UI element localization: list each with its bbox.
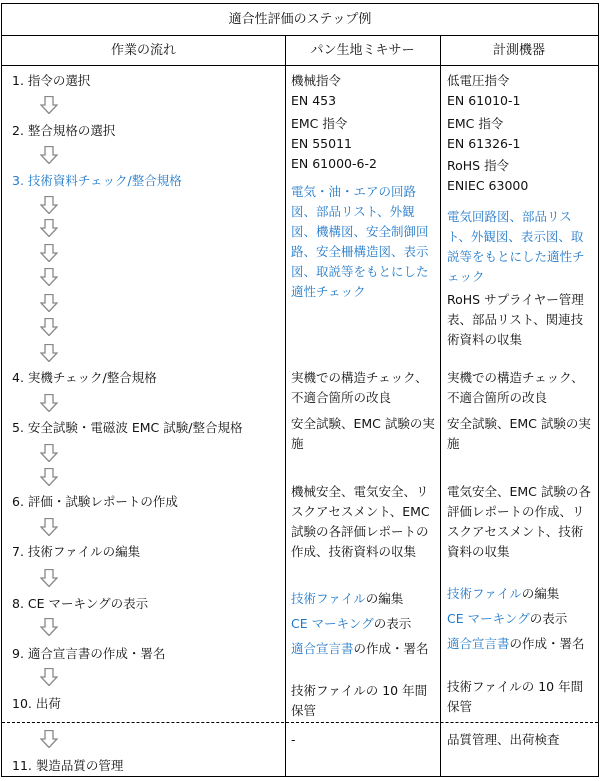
down-arrow-icon (40, 444, 58, 462)
tech-file-link: 技術ファイル (447, 586, 522, 601)
flow-step: 5. 安全試験・電磁波 EMC 試験/整合規格 (12, 420, 243, 435)
down-arrow-icon (40, 344, 58, 362)
meter-lvd: 低電圧指令 EN 61010-1 (447, 73, 521, 108)
meter-docs-check: 電気回路図、部品リスト、外観図、表示図、取説等をもとにした適性チェック (447, 209, 585, 284)
down-arrow-icon (40, 268, 58, 286)
mixer-keep: 技術ファイルの 10 年間保管 (291, 683, 428, 718)
flow-step: 9. 適合宣言書の作成・署名 (12, 646, 166, 661)
down-arrow-icon (40, 518, 58, 536)
mixer-emc: EMC 指令 EN 55011 EN 61000-6-2 (291, 116, 377, 171)
down-arrow-icon (40, 96, 58, 114)
flow-step: 3. 技術資料チェック/整合規格 (12, 173, 182, 188)
mixer-docs-check: 電気・油・エアの回路図、部品リスト、外観図、機構図、安全制御回路、安全柵構造図、表示図、取説等をもとにした適性チェック (291, 184, 429, 299)
mixer-tests: 安全試験、EMC 試験の実施 (291, 416, 435, 451)
meter-real-check: 実機での構造チェック、不適合箇所の改良 (447, 370, 584, 405)
meter-declaration: 適合宣言書の作成・署名 (447, 636, 585, 651)
flow-step: 10. 出荷 (12, 696, 61, 711)
mixer-report: 機械安全、電気安全、リスクアセスメント、EMC 試験の各評価レポートの作成、技術資料の収集 (291, 484, 430, 559)
down-arrow-icon (40, 318, 58, 336)
mixer-directive: 機械指令 EN 453 (291, 73, 342, 108)
meter-report: 電気安全、EMC 試験の各評価レポートの作成、リスクアセスメント、技術資料の収集 (447, 484, 591, 559)
mixer-tech-file: 技術ファイルの編集 (291, 591, 404, 606)
mixer-quality: - (291, 732, 296, 747)
mixer-real-check: 実機での構造チェック、不適合箇所の改良 (291, 370, 428, 405)
header-mixer: パン生地ミキサー (285, 36, 440, 66)
declaration-link: 適合宣言書 (291, 641, 354, 656)
column-divider (440, 36, 441, 776)
dashed-divider (2, 722, 598, 723)
flow-step: 11. 製造品質の管理 (12, 758, 124, 773)
flow-step: 7. 技術ファイルの編集 (12, 544, 141, 559)
flow-step: 4. 実機チェック/整合規格 (12, 370, 157, 385)
meter-quality: 品質管理、出荷検査 (447, 732, 560, 747)
down-arrow-icon (40, 730, 58, 748)
ce-marking-link: CE マーキング (447, 611, 530, 626)
down-arrow-icon (40, 196, 58, 214)
ce-marking-link: CE マーキング (291, 616, 374, 631)
column-divider (285, 36, 286, 776)
header-flow: 作業の流れ (2, 36, 285, 66)
meter-keep: 技術ファイルの 10 年間保管 (447, 679, 584, 714)
flow-step: 6. 評価・試験レポートの作成 (12, 494, 178, 509)
flow-step: 2. 整合規格の選択 (12, 123, 116, 138)
down-arrow-icon (40, 468, 58, 486)
down-arrow-icon (40, 618, 58, 636)
meter-emc: EMC 指令 EN 61326-1 (447, 116, 521, 151)
flow-step: 8. CE マーキングの表示 (12, 596, 149, 611)
mixer-ce-marking: CE マーキングの表示 (291, 616, 412, 631)
down-arrow-icon (40, 668, 58, 686)
meter-rohs: RoHS 指令 ENIEC 63000 (447, 158, 529, 193)
meter-tech-file: 技術ファイルの編集 (447, 586, 560, 601)
mixer-declaration: 適合宣言書の作成・署名 (291, 641, 429, 656)
down-arrow-icon (40, 394, 58, 412)
meter-ce-marking: CE マーキングの表示 (447, 611, 568, 626)
down-arrow-icon (40, 294, 58, 312)
tech-file-link: 技術ファイル (291, 591, 366, 606)
meter-tests: 安全試験、EMC 試験の実施 (447, 416, 591, 451)
declaration-link: 適合宣言書 (447, 636, 510, 651)
down-arrow-icon (40, 569, 58, 587)
meter-rohs-docs: RoHS サプライヤー管理表、部品リスト、関連技術資料の収集 (447, 292, 584, 347)
header-meter: 計測機器 (440, 36, 598, 66)
conformity-table (1, 3, 599, 777)
flow-step: 1. 指令の選択 (12, 73, 91, 88)
down-arrow-icon (40, 219, 58, 237)
table-title: 適合性評価のステップ例 (2, 4, 598, 36)
down-arrow-icon (40, 146, 58, 164)
down-arrow-icon (40, 244, 58, 262)
